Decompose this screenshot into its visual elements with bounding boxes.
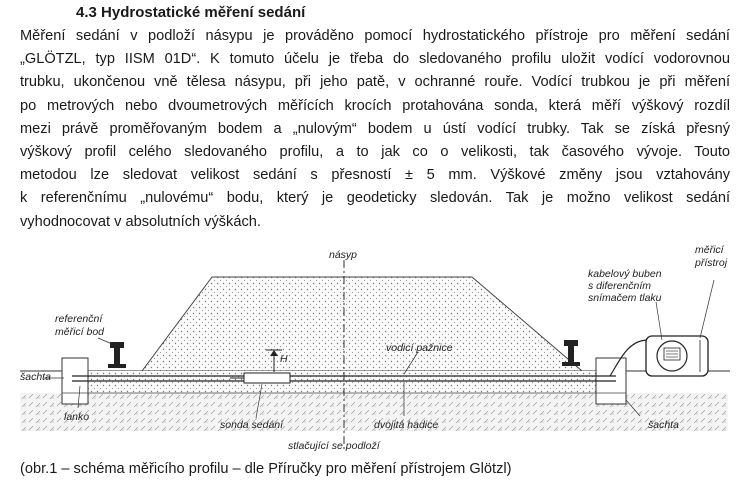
measurement-profile-diagram: [0, 240, 750, 460]
label-vodici-paznice: vodicí pažnice: [386, 342, 453, 354]
label-sachta-left: šachta: [20, 371, 51, 383]
pipe-bed: [62, 371, 622, 393]
measuring-device: [646, 336, 708, 376]
leader-pristroj: [700, 280, 714, 338]
label-h: H: [280, 353, 288, 365]
paragraph-line: trubku, ukončenou vně tělesa násypu, při jeho patě, v ochranné rouře. Vodící trubkou je při měření: [20, 74, 730, 91]
label-ref-2: měřicí bod: [55, 326, 105, 338]
label-kabel-2: s diferenčním: [588, 280, 652, 292]
embankment: [142, 277, 582, 371]
paragraph-line: „GLÖTZL, typ IISM 01D“. K tomuto účelu je třeba do sledovaného profilu uložit vodící vodorovnou: [20, 51, 730, 68]
reference-point-left: [108, 342, 126, 368]
paragraph-line: k referenčnímu „nulovému“ bodu, který je geodeticky sledován. Tak je možno velikost sedání: [20, 190, 730, 207]
leader-kabel: [656, 302, 662, 340]
section-heading: 4.3 Hydrostatické měření sedání: [76, 4, 306, 21]
paragraph-line: po metrových nebo dvoumetrových měřících krocích protahována sonda, která měří výškový rozdíl: [20, 97, 730, 114]
body-paragraph: [20, 25, 730, 234]
label-merici-pristroj-1: měřicí: [695, 244, 724, 256]
paragraph-line: metodou lze sledovat velikost sedání s přesností ± 5 mm. Výškové změny jsou vztahovány: [20, 167, 730, 184]
label-stlacujici: stlačující se podloží: [288, 440, 380, 452]
paragraph-line: výškový profil celého sledovaného profilu, a to jak co o velikosti, tak časového vývoje. Touto: [20, 144, 730, 161]
label-kabel-1: kabelový buben: [588, 268, 662, 280]
label-sachta-right: šachta: [648, 419, 679, 431]
leader-ref: [98, 338, 112, 344]
paragraph-line: mezi právě proměřovaným bodem a „nulovým“ bodem u ústí vodící trubky. Tak se získá přesný: [20, 120, 730, 137]
reference-point-right: [562, 340, 580, 366]
probe: [244, 373, 290, 383]
label-merici-pristroj-2: přístroj: [695, 257, 728, 269]
label-ref-1: referenční: [55, 313, 103, 325]
label-kabel-3: snímačem tlaku: [588, 292, 662, 304]
label-lanko: lanko: [64, 411, 90, 423]
label-sonda: sonda sedání: [220, 419, 284, 431]
paragraph-line: vyhodnocovat v absolutních výškách.: [20, 213, 261, 230]
paragraph-line: Měření sedání v podloží násypu je prováděno pomocí hydrostatického přístroje pro měření sedání: [20, 28, 730, 44]
figure-caption: (obr.1 – schéma měřicího profilu – dle Příručky pro měření přístrojem Glötzl): [20, 461, 512, 477]
label-hadice: dvojitá hadice: [374, 419, 439, 431]
label-nasyp: násyp: [329, 249, 358, 261]
